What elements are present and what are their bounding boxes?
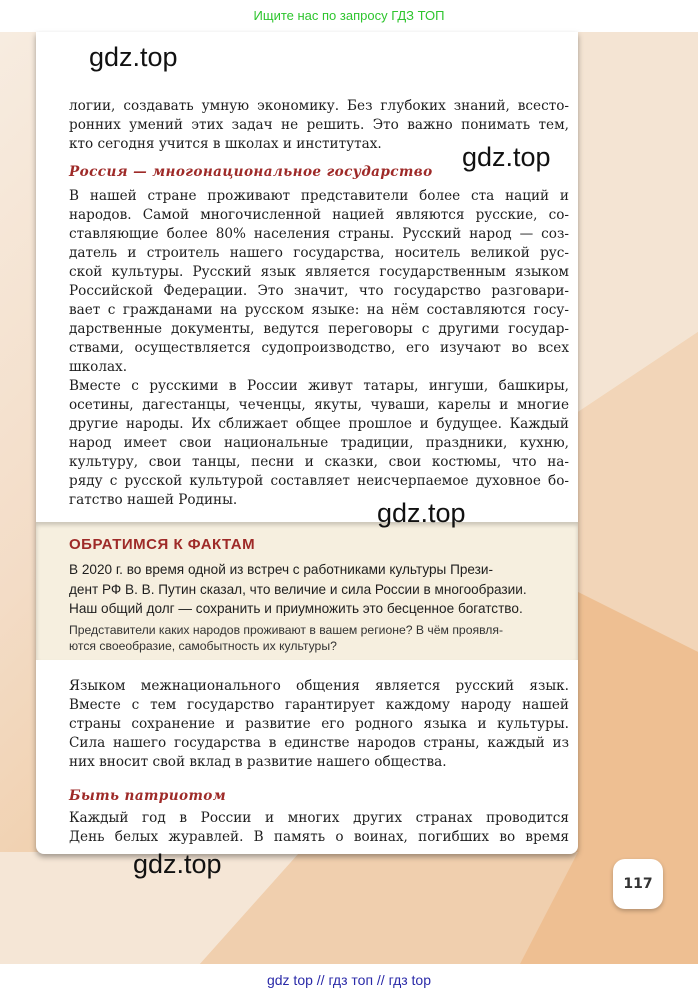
text-line: Представители каких народов проживают в вашем регионе? В чём проявля- [69,623,504,637]
text-line: В 2020 г. во время одной из встреч с работниками культуры Прези- [69,562,494,577]
text-line: кто сегодня учится в школах и институтах. [69,136,382,152]
text-line: логии, создавать умную экономику. Без глубоких знаний, всесто- [69,98,569,114]
text-line: ряду с русской культурой составляет неисчерпаемое духовное бо- [69,473,569,489]
section-heading-patriot: Быть патриотом [69,788,227,804]
text-line: дент РФ В. В. Путин сказал, что величие и сила России в многообразии. [69,581,527,597]
text-line: ются своеобразие, самобытность их культуры? [69,639,337,653]
text-line: В нашей стране проживают представители более ста наций и [69,188,569,204]
text-line: Вместе с русскими в России живут татары, ингуши, башкиры, [69,378,569,394]
facts-body [69,560,569,619]
text-line: вает с гражданами на русском языке: на нём составляются госу- [69,302,569,318]
text-line: ставляющие более 80% населения страны. Русский народ — соз- [69,226,569,242]
text-line: народ имеет свои национальные традиции, праздники, кухню, [69,435,569,451]
watermark: gdz.top [133,849,222,879]
text-line: народов. Самой многочисленной нацией являются русские, со- [69,207,569,223]
text-line: Вместе с тем государство гарантирует каждому народу нашей [69,697,569,713]
paragraph-language [69,677,569,772]
section-heading-multinational: Россия — многонациональное государство [69,164,433,180]
text-line: Сила нашего государства в единстве народов страны, каждый из [69,735,569,751]
facts-title: ОБРАТИМСЯ К ФАКТАМ [69,536,256,553]
text-line: осетины, дагестанцы, чеченцы, якуты, чуваши, карелы и многие [69,397,569,413]
facts-question [69,622,569,654]
page-number: 117 [613,859,663,909]
text-line: День белых журавлей. В память о воинах, погибших во время [69,829,569,845]
text-line: культуру, свои танцы, песни и сказки, свои костюмы, что на- [69,454,569,470]
facts-box [36,522,578,660]
bottom-links-bar[interactable]: gdz top // гдз топ // гдз top [0,964,698,997]
text-line: гатство нашей Родины. [69,492,238,508]
section2-paragraph [69,809,569,847]
text-line: Каждый год в России и многих других странах проводится [69,810,569,826]
text-line: них вносит свой вклад в развитие нашего общества. [69,754,447,770]
text-line: Языком межнационального общения является русский язык. [69,678,569,694]
text-line: школах. [69,359,128,375]
section1-paragraph1 [69,187,569,377]
text-line: ской культуры. Русский язык является государственным языком [69,264,569,280]
watermark: gdz.top [89,42,178,72]
section1-paragraph2 [69,377,569,510]
watermark: gdz.top [377,498,466,528]
text-line: датель и строитель нашего государства, носитель великой рус- [69,245,569,261]
text-line: Наш общий долг — сохранить и приумножить это бесценное богатство. [69,601,523,616]
text-line: другие народы. Их сближает общее прошлое и будущее. Каждый [69,416,569,432]
text-line: ствами, осуществляется судопроизводство, его изучают во всех [69,340,569,356]
top-banner: Ищите нас по запросу ГДЗ ТОП [0,0,698,32]
text-line: дарственные документы, ведутся переговоры с другими государ- [69,321,569,337]
watermark: gdz.top [462,142,551,172]
text-line: ронних умений этих задач не решить. Это важно понимать тем, [69,117,569,133]
text-line: Российской Федерации. Это значит, что государство разговари- [69,283,569,299]
text-line: страны сохранение и развитие его родного языка и культуры. [69,716,569,732]
